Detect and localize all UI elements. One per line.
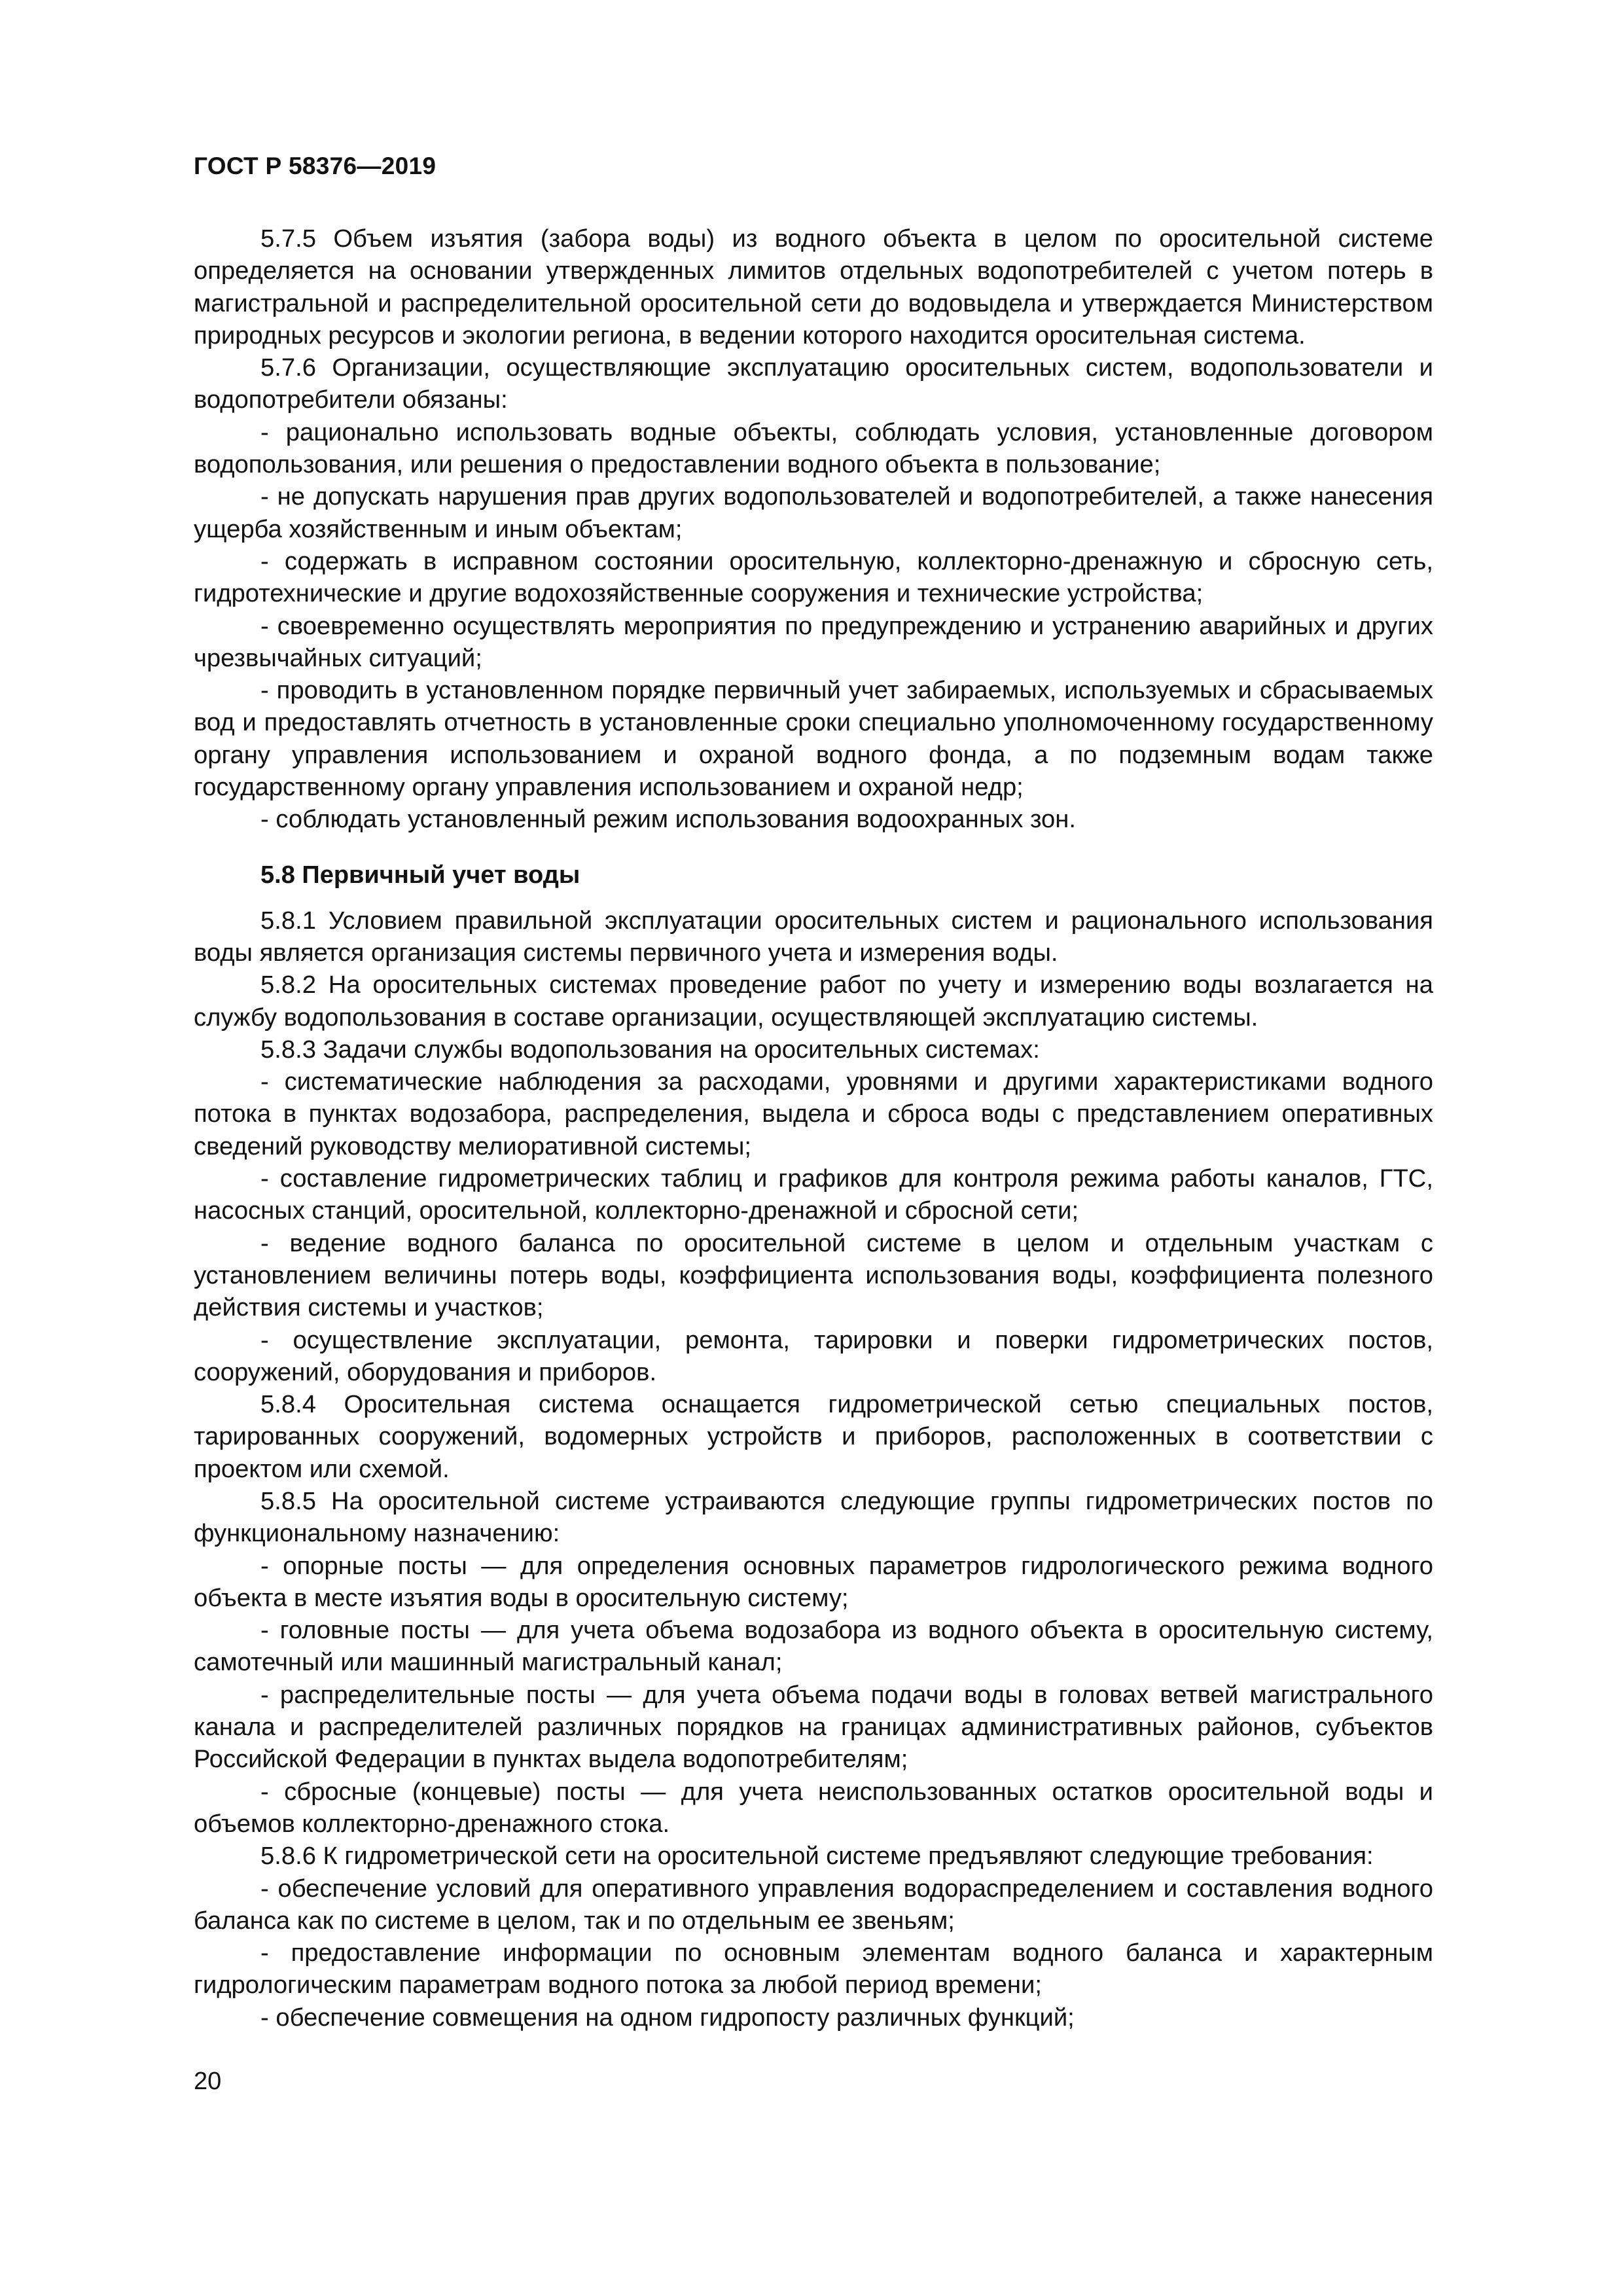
- list-item: - обеспечение совмещения на одном гидропосту различных функций;: [260, 2003, 1075, 2032]
- paragraph-5-8-5: 5.8.5 На оросительной системе устраиваются следующие группы гидрометрических постов по функциональному назначению:: [194, 1486, 1433, 1548]
- page-number: 20: [194, 2068, 222, 2095]
- list-item: - систематические наблюдения за расходами, уровнями и другими характеристиками водного потока в пунктах водозабора, распределения, выдела и сброса воды с представлением оперативных сведений руководству мелиоративной системы;: [194, 1067, 1433, 1160]
- list-item: - не допускать нарушения прав других водопользователей и водопотребителей, а также нанесения ущерба хозяйственным и иным объектам;: [194, 482, 1433, 543]
- list-item: - ведение водного баланса по оросительной системе в целом и отдельным участкам с установлением величины потерь воды, коэффициента использования воды, коэффициента полезного действия системы и участков;: [194, 1229, 1433, 1322]
- document-body: [194, 223, 1433, 2034]
- paragraph-5-7-6: 5.7.6 Организации, осуществляющие эксплуатацию оросительных систем, водопользователи и водопотребители обязаны:: [194, 353, 1433, 414]
- list-item: - обеспечение условий для оперативного управления водораспределением и составления водного баланса как по системе в целом, так и по отдельным ее звеньям;: [194, 1874, 1433, 1935]
- paragraph-5-8-3: 5.8.3 Задачи службы водопользования на оросительных системах:: [260, 1035, 1040, 1064]
- list-item: - предоставление информации по основным элементам водного баланса и характерным гидрологическим параметрам водного потока за любой период времени;: [194, 1939, 1433, 2000]
- list-item: - проводить в установленном порядке первичный учет забираемых, используемых и сбрасываемых вод и предоставлять отчетность в установленные сроки специально уполномоченному государственному органу управления использованием и охраной водного фонда, а по подземным водам также государственному органу управления использованием и охраной недр;: [194, 676, 1433, 802]
- section-heading-5-8: 5.8 Первичный учет воды: [260, 861, 580, 889]
- list-item: - распределительные посты — для учета объема подачи воды в головах ветвей магистрального канала и распределителей различных порядков на границах административных районов, субъектов Российской Федерации в пунктах выдела водопотребителям;: [194, 1680, 1433, 1774]
- list-item: - опорные посты — для определения основных параметров гидрологического режима водного объекта в месте изъятия воды в оросительную систему;: [194, 1551, 1433, 1612]
- paragraph-5-7-5: 5.7.5 Объем изъятия (забора воды) из водного объекта в целом по оросительной системе определяется на основании утвержденных лимитов отдельных водопотребителей с учетом потерь в магистральной и распределительной оросительной сети до водовыдела и утверждается Министерством природных ресурсов и экологии региона, в ведении которого находится оросительная система.: [194, 224, 1433, 350]
- paragraph-5-8-4: 5.8.4 Оросительная система оснащается гидрометрической сетью специальных постов, тарированных сооружений, водомерных устройств и приборов, расположенных в соответствии с проектом или схемой.: [194, 1390, 1433, 1483]
- list-item: - содержать в исправном состоянии оросительную, коллекторно-дренажную и сбросную сеть, гидротехнические и другие водохозяйственные сооружения и технические устройства;: [194, 547, 1433, 608]
- list-item: - своевременно осуществлять мероприятия по предупреждению и устранению аварийных и других чрезвычайных ситуаций;: [194, 611, 1433, 672]
- paragraph-5-8-1: 5.8.1 Условием правильной эксплуатации оросительных систем и рационального использования воды является организация системы первичного учета и измерения воды.: [194, 906, 1433, 967]
- list-item: - рационально использовать водные объекты, соблюдать условия, установленные договором водопользования, или решения о предоставлении водного объекта в пользование;: [194, 418, 1433, 479]
- list-item: - головные посты — для учета объема водозабора из водного объекта в оросительную систему, самотечный или машинный магистральный канал;: [194, 1616, 1433, 1677]
- paragraph-5-8-6: 5.8.6 К гидрометрической сети на оросительной системе предъявляют следующие требования:: [260, 1842, 1374, 1871]
- list-item: - соблюдать установленный режим использования водоохранных зон.: [260, 805, 1076, 834]
- paragraph-5-8-2: 5.8.2 На оросительных системах проведение работ по учету и измерению воды возлагается на службу водопользования в составе организации, осуществляющей эксплуатацию системы.: [194, 971, 1433, 1031]
- document-code-header: ГОСТ Р 58376—2019: [194, 152, 437, 179]
- list-item: - составление гидрометрических таблиц и графиков для контроля режима работы каналов, ГТС, насосных станций, оросительной, коллекторно-дренажной и сбросной сети;: [194, 1164, 1433, 1225]
- list-item: - осуществление эксплуатации, ремонта, тарировки и поверки гидрометрических постов, сооружений, оборудования и приборов.: [194, 1325, 1433, 1386]
- list-item: - сбросные (концевые) посты — для учета неиспользованных остатков оросительной воды и объемов коллекторно-дренажного стока.: [194, 1777, 1433, 1838]
